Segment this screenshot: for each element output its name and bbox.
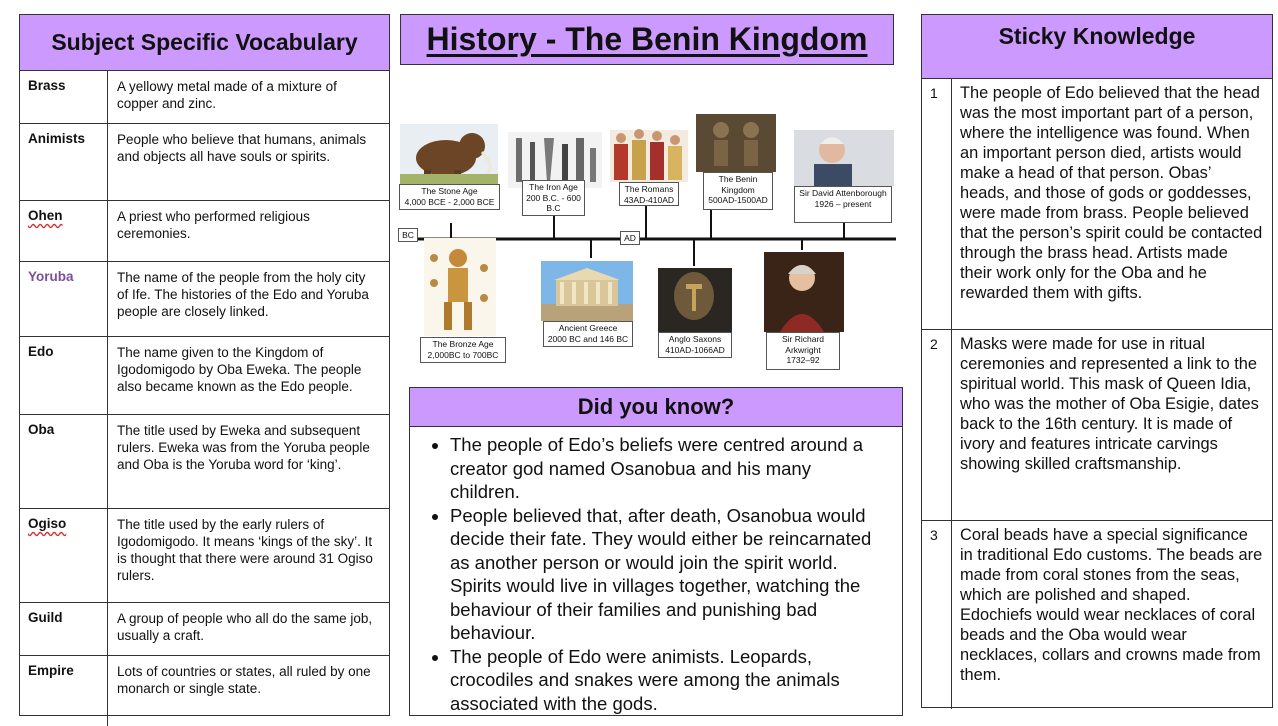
vocab-definition: Lots of countries or states, all ruled by one monarch or single state.	[117, 664, 371, 696]
list-item: • People believed that, after death, Osanobua would decide their fate. They would either be reincarnated as another person or would join the spirit world. Spirits would live in villages together, watching the behaviour of their families and punishing bad behaviour.	[450, 504, 886, 645]
sticky-text: The people of Edo believed that the head was the most important part of a person, where the intelligence was found. When an important person died, artists would make a head of that person. Obas’ heads, and those of gods or goddesses, were made from brass. People believed that the person’s spirit could be contacted through the brass head. Artists made their work only for the Oba and he rewarded them with gifts.	[960, 84, 1263, 302]
anglo-saxons-image	[658, 268, 732, 332]
vocab-row	[20, 415, 389, 509]
vocab-term: Yoruba	[20, 262, 108, 336]
vocab-definition: The name of the people from the holy city of Ife. The histories of the Edo and Yoruba people are closely linked.	[117, 270, 369, 319]
vocab-definition: The title used by the early rulers of Igodomigodo. It means ‘kings of the sky’. It is thought that there were around 31 Ogiso rulers.	[117, 517, 373, 583]
sticky-row	[922, 521, 1272, 709]
page-title	[400, 14, 894, 65]
ad-label: AD	[620, 231, 640, 245]
stone-age-image	[400, 124, 498, 184]
vocab-term: Ohen	[20, 201, 108, 261]
vocab-definition: A priest who performed religious ceremonies.	[117, 209, 310, 241]
did-you-know-title: Did you know?	[410, 388, 902, 427]
vocab-row	[20, 124, 389, 201]
timeline-card-anglo-saxons	[658, 332, 732, 358]
sticky-number: 3	[922, 521, 952, 709]
attenborough-image	[794, 130, 894, 186]
arkwright-image	[764, 252, 844, 332]
vocab-term: Edo	[20, 337, 108, 414]
sticky-number: 1	[922, 79, 952, 329]
timeline-card-benin-kingdom	[703, 172, 773, 210]
bc-label: BC	[398, 228, 418, 242]
vocab-term: Animists	[20, 124, 108, 200]
bronze-age-image	[424, 238, 496, 336]
vocab-row	[20, 71, 389, 124]
timeline-card-bronze-age	[420, 337, 506, 363]
vocab-row	[20, 201, 389, 262]
list-item: • The people of Edo were animists. Leopards, crocodiles and snakes were among the animals associated with the gods.	[450, 645, 886, 716]
sticky-row	[922, 330, 1272, 521]
card-name: The Stone Age	[421, 186, 478, 196]
ancient-greece-image	[541, 261, 633, 321]
card-name: Sir Richard Arkwright	[781, 334, 825, 355]
vocab-term: Ogiso	[20, 509, 108, 602]
timeline-card-iron-age	[522, 180, 585, 216]
sticky-knowledge-table	[921, 14, 1273, 708]
list-item: • The people of Edo’s beliefs were centred around a creator god named Osanobua and his many children.	[450, 433, 886, 504]
card-name: Sir David Attenborough	[799, 188, 887, 198]
vocab-definition: A group of people who all do the same job, usually a craft.	[117, 611, 373, 643]
vocab-row	[20, 603, 389, 656]
vocab-definition: The name given to the Kingdom of Igodomigodo by Oba Eweka. The people also became known as the Edo people.	[117, 345, 362, 394]
sticky-row	[922, 79, 1272, 330]
vocabulary-table	[19, 14, 390, 716]
card-name: Anglo Saxons	[668, 334, 722, 344]
card-dates: 200 B.C. - 600 B.C	[526, 192, 581, 213]
card-dates: 500AD-1500AD	[708, 195, 768, 205]
vocab-row	[20, 262, 389, 337]
vocab-term: Guild	[20, 603, 108, 655]
benin-kingdom-image	[696, 114, 776, 172]
card-name: The Bronze Age	[432, 339, 494, 349]
page-title-text: History - The Benin Kingdom	[426, 21, 868, 57]
sticky-text: Coral beads have a special significance in traditional Edo customs. The beads are made from coral stones from the seas, which are polished and shaped. Edochiefs would wear necklaces of coral beads and the Oba would wear necklaces, collars and crowns made from them.	[960, 526, 1263, 684]
vocab-term: Empire	[20, 656, 108, 726]
vocab-definition: The title used by Eweka and subsequent rulers. Eweka was from the Yoruba people and Oba is the Yoruba word for ‘king’.	[117, 423, 370, 472]
timeline-card-arkwright	[766, 332, 840, 370]
card-name: The Romans	[624, 184, 674, 194]
vocab-term: Brass	[20, 71, 108, 123]
card-dates: 43AD-410AD	[623, 194, 675, 205]
card-dates: 4,000 BCE - 2,000 BCE	[404, 196, 495, 207]
timeline-card-attenborough	[794, 186, 892, 223]
timeline-card-ancient-greece	[543, 321, 633, 347]
romans-image	[610, 129, 688, 182]
vocab-row	[20, 337, 389, 415]
timeline	[396, 108, 898, 378]
vocab-definition: People who believe that humans, animals and objects all have souls or spirits.	[117, 132, 367, 164]
card-dates: 2,000BC to 700BC	[427, 349, 499, 360]
card-name: Ancient Greece	[558, 323, 618, 333]
sticky-number: 2	[922, 330, 952, 520]
card-dates: 2000 BC and 146 BC	[547, 333, 629, 344]
card-name: The Iron Age	[529, 182, 578, 192]
vocabulary-title: Subject Specific Vocabulary	[20, 15, 389, 71]
vocab-row	[20, 509, 389, 603]
vocab-definition: A yellowy metal made of a mixture of copper and zinc.	[117, 79, 337, 111]
did-you-know-box	[409, 387, 903, 716]
vocab-term: Oba	[20, 415, 108, 508]
timeline-card-romans	[619, 182, 679, 206]
did-you-know-list	[410, 427, 902, 715]
card-dates: 410AD-1066AD	[665, 344, 725, 355]
timeline-card-stone-age	[399, 184, 500, 210]
sticky-text: Masks were made for use in ritual ceremonies and represented a link to the spiritual world. This mask of Queen Idia, who was the mother of Oba Esigie, dates back to the 16th century. It is made of ivory and features intricate carvings showing skilled craftsmanship.	[960, 335, 1259, 473]
card-name: The Benin Kingdom	[718, 174, 758, 195]
card-dates: 1732–92	[786, 355, 820, 365]
sticky-knowledge-title: Sticky Knowledge	[922, 15, 1272, 79]
card-dates: 1926 – present	[814, 198, 872, 209]
